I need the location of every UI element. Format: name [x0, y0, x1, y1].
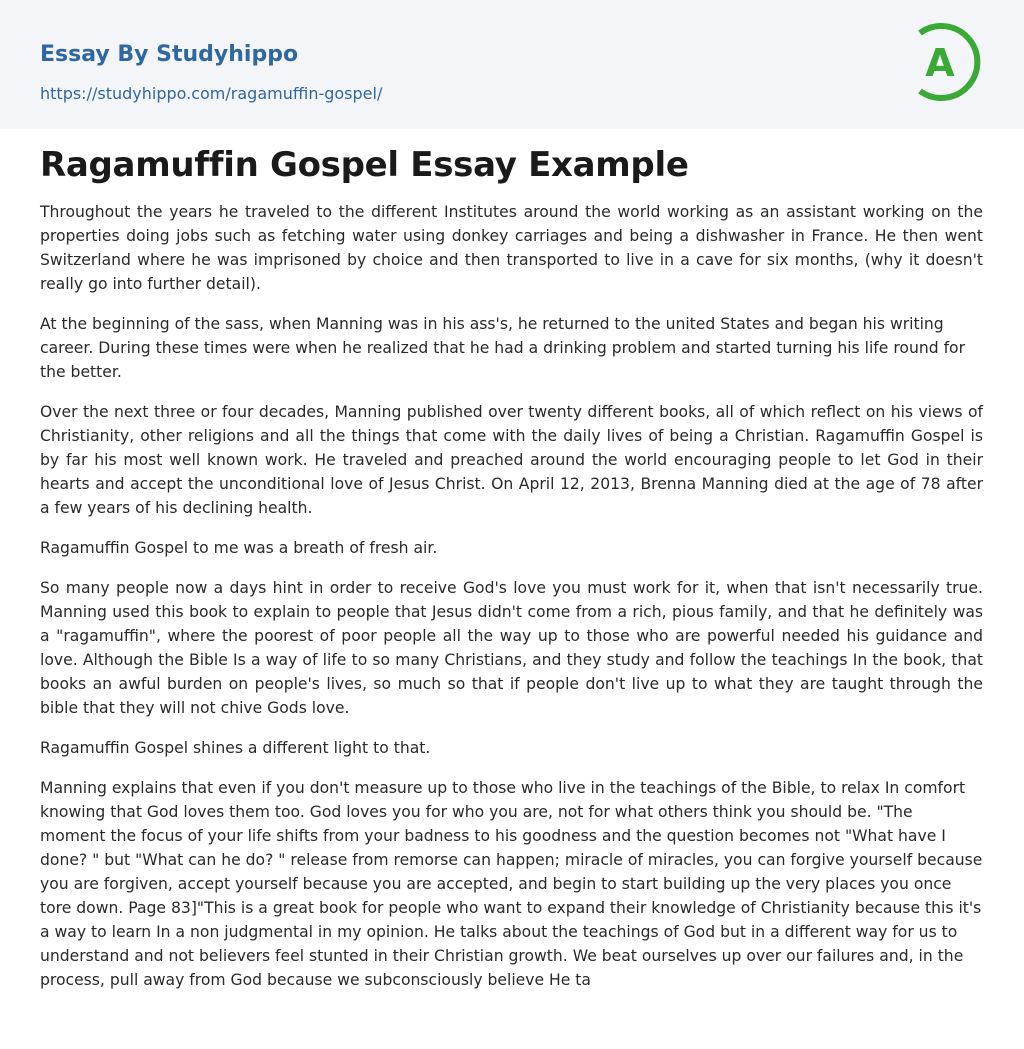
- essay-body: [40, 200, 983, 1008]
- site-brand[interactable]: Essay By Studyhippo: [40, 42, 299, 67]
- essay-paragraph: Manning explains that even if you don't measure up to those who live in the teachings of the Bible, to relax In comfort knowing that God loves them too. God loves you for who you are, not for what others think you should be. "The moment the focus of your life shifts from your badness to his goodness and the question becomes not "What have I done? " but "What can he do? " release from remorse can happen; miracle of miracles, you can forgive yourself because you are forgiven, accept yourself because you are accepted, and begin to start building up the very places you once tore down. Page 83]"This is a great book for people who want to expand their knowledge of Christianity because this it's a way to learn In a non judgmental in my opinion. He talks about the teachings of God but in a different way for us to understand and not believers feel stunted in their Christian growth. We beat ourselves up over our failures and, in the process, pull away from God because we subconsciously believe He ta: [40, 779, 983, 989]
- essay-title: Ragamuffin Gospel Essay Example: [40, 145, 689, 185]
- essay-paragraph: Ragamuffin Gospel shines a different light to that.: [40, 739, 431, 757]
- essay-paragraph: Ragamuffin Gospel to me was a breath of fresh air.: [40, 539, 438, 557]
- page-url-link[interactable]: https://studyhippo.com/ragamuffin-gospel/: [40, 84, 383, 103]
- essay-paragraph: At the beginning of the sass, when Manning was in his ass's, he returned to the united States and began his writing career. During these times were when he realized that he had a drinking problem and started turning his life round for the better.: [40, 315, 966, 381]
- essay-paragraph: Throughout the years he traveled to the different Institutes around the world working as an assistant working on the properties doing jobs such as fetching water using donkey carriages and being a dishwasher in France. He then went Switzerland where he was imprisoned by choice and then transported to live in a cave for six months, (why it doesn't really go into further detail).: [40, 203, 983, 293]
- logo-letter: A: [925, 41, 955, 85]
- essay-paragraph: Over the next three or four decades, Manning published over twenty different books, all of which reflect on his views of Christianity, other religions and all the things that come with the daily lives of being a Christian. Ragamuffin Gospel is by far his most well known work. He traveled and preached around the world encouraging people to let God in their hearts and accept the unconditional love of Jesus Christ. On April 12, 2013, Brenna Manning died at the age of 78 after a few years of his declining health.: [40, 403, 983, 517]
- essay-paragraph: So many people now a days hint in order to receive God's love you must work for it, when that isn't necessarily true. Manning used this book to explain to people that Jesus didn't come from a rich, pious family, and that he definitely was a "ragamuffin", where the poorest of poor people all the way up to those who are powerful needed his guidance and love. Although the Bible Is a way of life to so many Christians, and they study and follow the teachings In the book, that books an awful burden on people's lives, so much so that if people don't live up to what they are taught through the bible that they will not chive Gods love.: [40, 579, 983, 717]
- logo-icon: [912, 19, 986, 105]
- studyhippo-logo[interactable]: [912, 19, 986, 105]
- site-header: [0, 0, 1024, 129]
